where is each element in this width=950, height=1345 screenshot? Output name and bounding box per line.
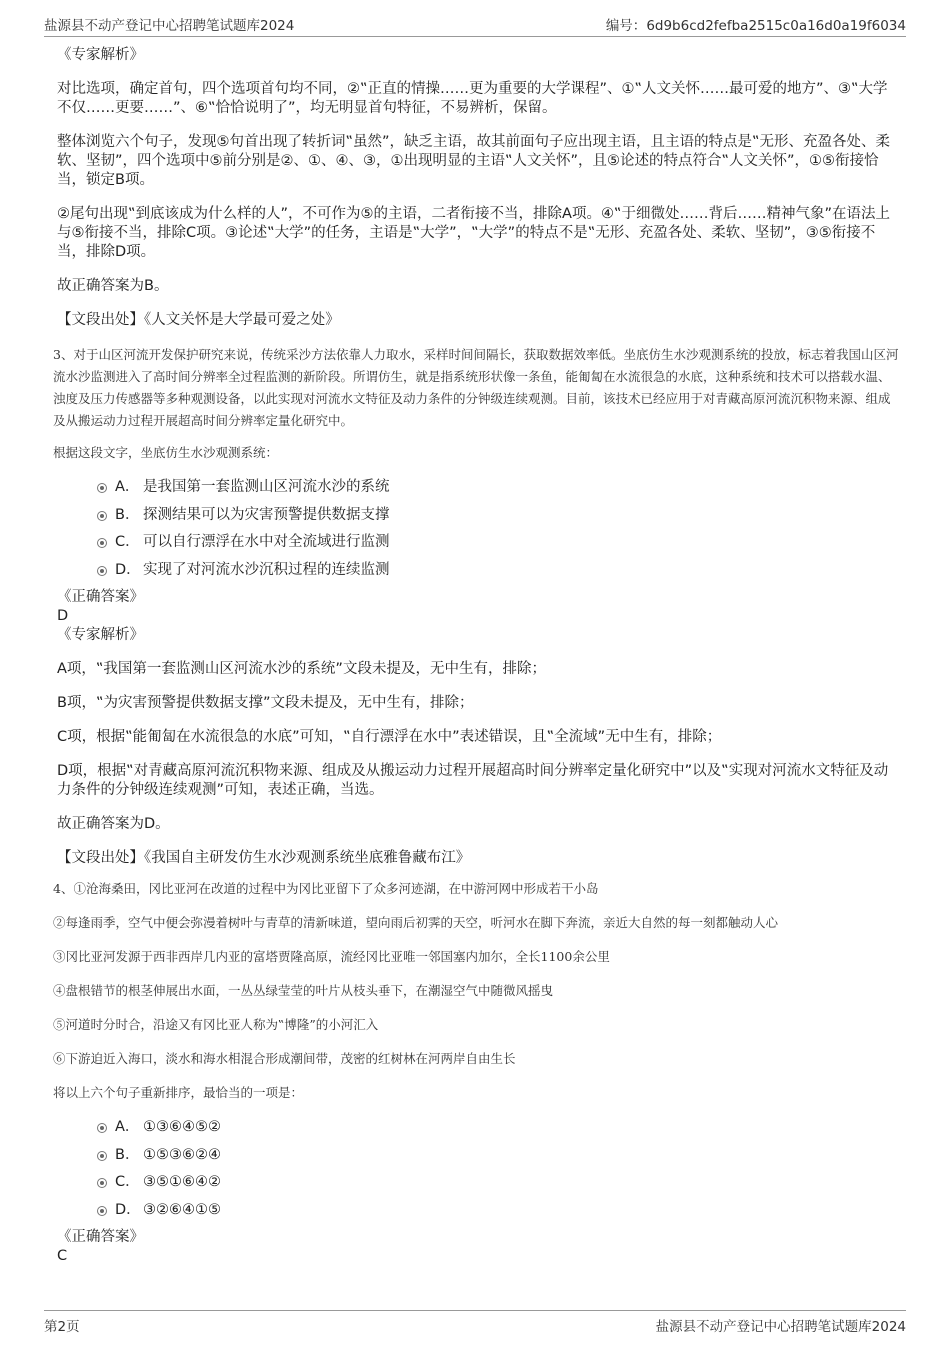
q4-answer-title: 《正确答案》 — [57, 1229, 144, 1245]
q4-option-a[interactable]: A． ①③⑥④⑤② — [57, 1114, 902, 1142]
q3-analysis-a: A项，‟我国第一套监测山区河流水沙的系统”文段未提及，无中生有，排除； — [57, 661, 546, 677]
q3-analysis-title: 《专家解析》 — [57, 627, 144, 643]
q4-sentence-4: ④盘根错节的根茎伸展出水面，一丛丛绿莹莹的叶片从枝头垂下，在潮湿空气中随微风摇曳 — [53, 983, 554, 998]
q3-stem: 3、对于山区河流开发保护研究来说，传统采沙方法依靠人力取水，采样时间间隔长，获取数据效率低。坐底仿生水沙观测系统的投放，标志着我国山区河流水沙监测进入了高时间分辨率全过程监测的新阶段。所谓仿生，就是指系统形状像一条鱼，能匍匐在水流很急的水底，这种系统和技术可以搭载水温、浊度及压力传感器等多种观测设备，以此实现对河流水文特征及动力条件的分钟级连续观测。目前，该技术已经应用于对青藏高原河流沉积物来源、组成及从搬运动力过程开展超高时间分辨率定量化研究中。 — [53, 347, 899, 428]
q4-answer: C — [57, 1248, 68, 1264]
q3-option-a[interactable]: A． 是我国第一套监测山区河流水沙的系统 — [57, 474, 902, 502]
q3-answer: D — [57, 608, 69, 624]
q2-analysis-p2: 整体浏览六个句子，发现⑤句首出现了转折词‟虽然”，缺乏主语，故其前面句子应出现主语，且主语的特点是‟无形、充盈各处、柔软、坚韧”，四个选项中⑤前分别是②、①、④、③，①出现明显的主语‟人文关怀”，且⑤论述的特点符合‟人文关怀”，①⑤衔接恰当，锁定B项。 — [57, 134, 891, 188]
q2-conclusion: 故正确答案为B。 — [57, 278, 169, 294]
q4-prompt: 将以上六个句子重新排序，最恰当的一项是： — [53, 1085, 304, 1100]
q3-conclusion: 故正确答案为D。 — [57, 816, 170, 832]
radio-icon[interactable] — [97, 1206, 107, 1216]
q3-option-c[interactable]: C． 可以自行漂浮在水中对全流域进行监测 — [57, 529, 902, 557]
q2-analysis-title: 《专家解析》 — [57, 47, 144, 63]
header-title: 盐源县不动产登记中心招聘笔试题库2024 — [44, 18, 295, 34]
q3-analysis-c: C项，根据‟能匍匐在水流很急的水底”可知，‟自行漂浮在水中”表述错误，且‟全流域”无中生有，排除； — [57, 729, 722, 745]
q4-sentence-2: ②每逢雨季，空气中便会弥漫着树叶与青草的清新味道，望向雨后初霁的天空，听河水在脚下奔流，亲近大自然的每一刻都触动人心 — [53, 915, 779, 930]
radio-icon[interactable] — [97, 1123, 107, 1133]
q4-sentence-3: ③冈比亚河发源于西非西岸几内亚的富塔贾隆高原，流经冈比亚唯一邻国塞内加尔，全长1100余公里 — [53, 949, 610, 964]
q4-option-b[interactable]: B． ①⑤③⑥②④ — [57, 1142, 902, 1170]
radio-icon[interactable] — [97, 566, 107, 576]
radio-icon[interactable] — [97, 1151, 107, 1161]
q4-options — [57, 1114, 902, 1224]
q4-sentence-1: 4、①沧海桑田，冈比亚河在改道的过程中为冈比亚留下了众多河迹湖，在中游河网中形成若干小岛 — [53, 881, 599, 896]
q4-sentence-6: ⑥下游迫近入海口，淡水和海水相混合形成潮间带，茂密的红树林在河两岸自由生长 — [53, 1051, 516, 1066]
q3-options — [57, 474, 902, 584]
page-footer — [44, 1310, 906, 1337]
q3-analysis-b: B项，‟为灾害预警提供数据支撑”文段未提及，无中生有，排除； — [57, 695, 474, 711]
q4-option-d[interactable]: D． ③②⑥④①⑤ — [57, 1197, 902, 1225]
q2-analysis-p3: ②尾句出现‟到底该成为什么样的人”，不可作为⑤的主语，二者衔接不当，排除A项。④‟于细微处……背后……精神气象”在语法上与⑤衔接不当，排除C项。③论述‟大学”的任务，主语是‟大学”，‟大学”的特点不是‟无形、充盈各处、柔软、坚韧”，③⑤衔接不当，排除D项。 — [57, 206, 890, 260]
footer-page-number: 第2页 — [44, 1319, 80, 1335]
radio-icon[interactable] — [97, 511, 107, 521]
q2-analysis-p1: 对比选项，确定首句，四个选项首句均不同，②‟正直的情操……更为重要的大学课程”、①‟人文关怀……最可爱的地方”、③‟大学不仅……更要……”、⑥‟恰恰说明了”，均无明显首句特征，不易辨析，保留。 — [57, 81, 888, 116]
q4-option-c[interactable]: C． ③⑤①⑥④② — [57, 1169, 902, 1197]
page-header — [44, 14, 906, 37]
q3-source: 【文段出处】《我国自主研发仿生水沙观测系统坐底雅鲁藏布江》 — [57, 850, 471, 866]
radio-icon[interactable] — [97, 1178, 107, 1188]
radio-icon[interactable] — [97, 538, 107, 548]
header-code-label: 编号： — [605, 18, 647, 34]
q3-option-d[interactable]: D． 实现了对河流水沙沉积过程的连续监测 — [57, 557, 902, 585]
q2-source: 【文段出处】《人文关怀是大学最可爱之处》 — [57, 312, 340, 328]
q4-sentence-5: ⑤河道时分时合，沿途又有冈比亚人称为‟博隆”的小河汇入 — [53, 1017, 379, 1032]
q3-prompt: 根据这段文字，坐底仿生水沙观测系统： — [53, 445, 279, 460]
footer-title: 盐源县不动产登记中心招聘笔试题库2024 — [655, 1319, 906, 1335]
q3-option-b[interactable]: B． 探测结果可以为灾害预警提供数据支撑 — [57, 502, 902, 530]
header-code — [606, 14, 906, 34]
q3-answer-title: 《正确答案》 — [57, 589, 144, 605]
radio-icon[interactable] — [97, 483, 107, 493]
header-code-value: 6d9b6cd2fefba2515c0a16d0a19f6034 — [646, 18, 906, 34]
q3-analysis-d: D项，根据‟对青藏高原河流沉积物来源、组成及从搬运动力过程开展超高时间分辨率定量化研究中”以及‟实现对河流水文特征及动力条件的分钟级连续观测”可知，表述正确，当选。 — [57, 763, 889, 798]
page-content — [53, 46, 902, 1266]
